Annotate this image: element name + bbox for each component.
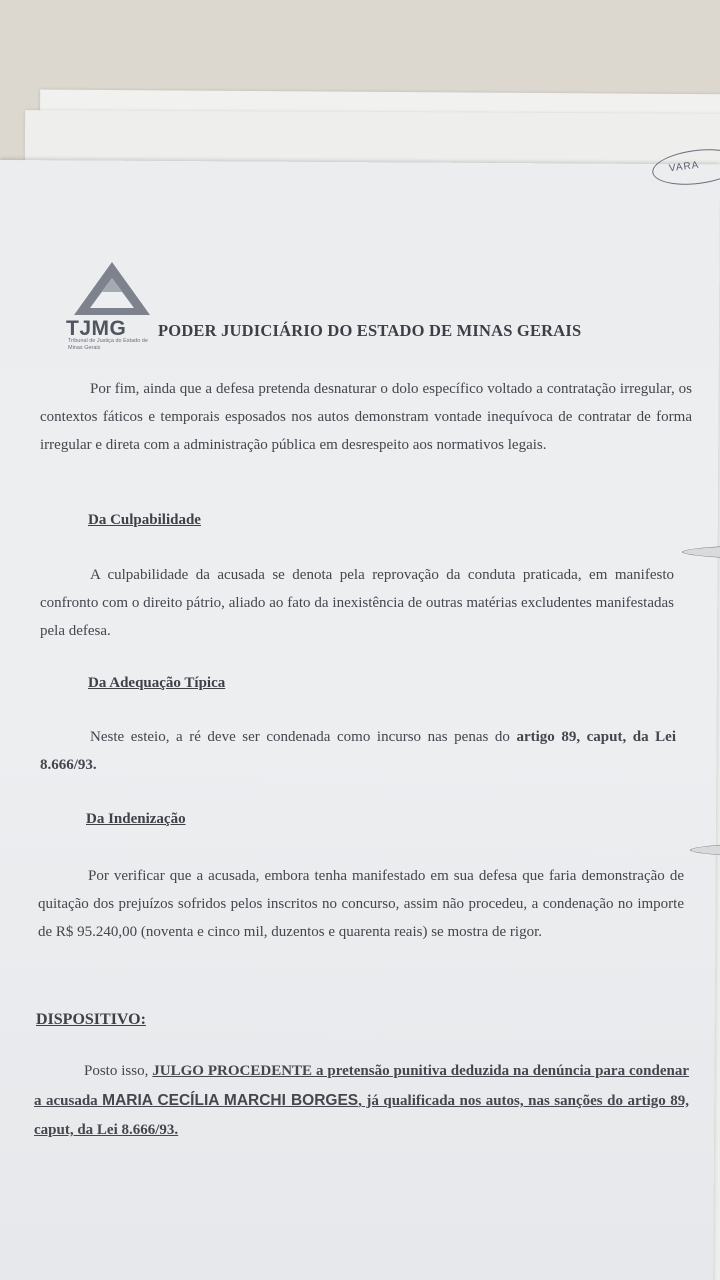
- paragraph-text: Por fim, ainda que a defesa pretenda desnaturar o dolo específico voltado a contratação irregular, os contextos fáticos e temporais esposados nos autos demonstram vontade inequívoca de contratar de forma irregular e direta com a administração pública em desrespeito aos normativos legais.: [40, 381, 692, 453]
- paragraph-text: Por verificar que a acusada, embora tenha manifestado em sua defesa que faria demonstração de quitação dos prejuízos sofridos pelos inscritos no concurso, assim não procedeu, a condenação no importe de R$ 95.240,00 (noventa e cinco mil, duzentos e quarenta reais) se mostra de rigor.: [38, 868, 684, 940]
- paragraph-text-bold: JULGO PROCEDENTE a pretensão punitiva deduzida na denúncia para condenar a acusada: [34, 1063, 689, 1109]
- logo-text: TJMG: [66, 317, 127, 340]
- defendant-name: MARIA CECÍLIA MARCHI BORGES: [102, 1092, 359, 1109]
- vara-stamp: VARA: [650, 145, 720, 190]
- paragraph-indenizacao: [38, 862, 684, 946]
- paragraph-text-plain: Neste esteio, a ré deve ser condenada como incurso nas penas do: [90, 729, 517, 745]
- paragraph-text: [34, 1057, 689, 1145]
- heading-culpabilidade: Da Culpabilidade: [88, 512, 201, 528]
- heading-indenizacao: Da Indenização: [86, 811, 186, 827]
- paragraph-text-bold: , já qualificada nos autos, nas sanções do artigo 89, caput, da Lei 8.666/93.: [34, 1093, 689, 1138]
- page-title: PODER JUDICIÁRIO DO ESTADO DE MINAS GERAIS: [158, 321, 582, 340]
- paragraph-text: [40, 723, 676, 779]
- paragraph-text-bold: artigo 89, caput, da Lei 8.666/93.: [40, 729, 676, 773]
- logo-subtitle: Tribunal de Justiça do Estado de Minas Gerais: [68, 338, 148, 351]
- tjmg-triangle-logo-icon: [72, 260, 152, 318]
- paragraph-dolo: [40, 375, 692, 459]
- paragraph-text: A culpabilidade da acusada se denota pela reprovação da conduta praticada, em manifesto confronto com o direito pátrio, aliado ao fato da inexistência de outras matérias excludentes manifestadas pela defesa.: [40, 567, 674, 639]
- heading-adequacao-tipica: Da Adequação Típica: [88, 675, 226, 691]
- paragraph-dispositivo: [34, 1057, 689, 1145]
- paragraph-culpabilidade: [40, 561, 674, 645]
- tjmg-logo: [66, 260, 156, 355]
- paragraph-adequacao: [40, 723, 676, 779]
- heading-dispositivo: DISPOSITIVO:: [36, 1011, 146, 1028]
- paragraph-text-plain: Posto isso,: [84, 1063, 153, 1079]
